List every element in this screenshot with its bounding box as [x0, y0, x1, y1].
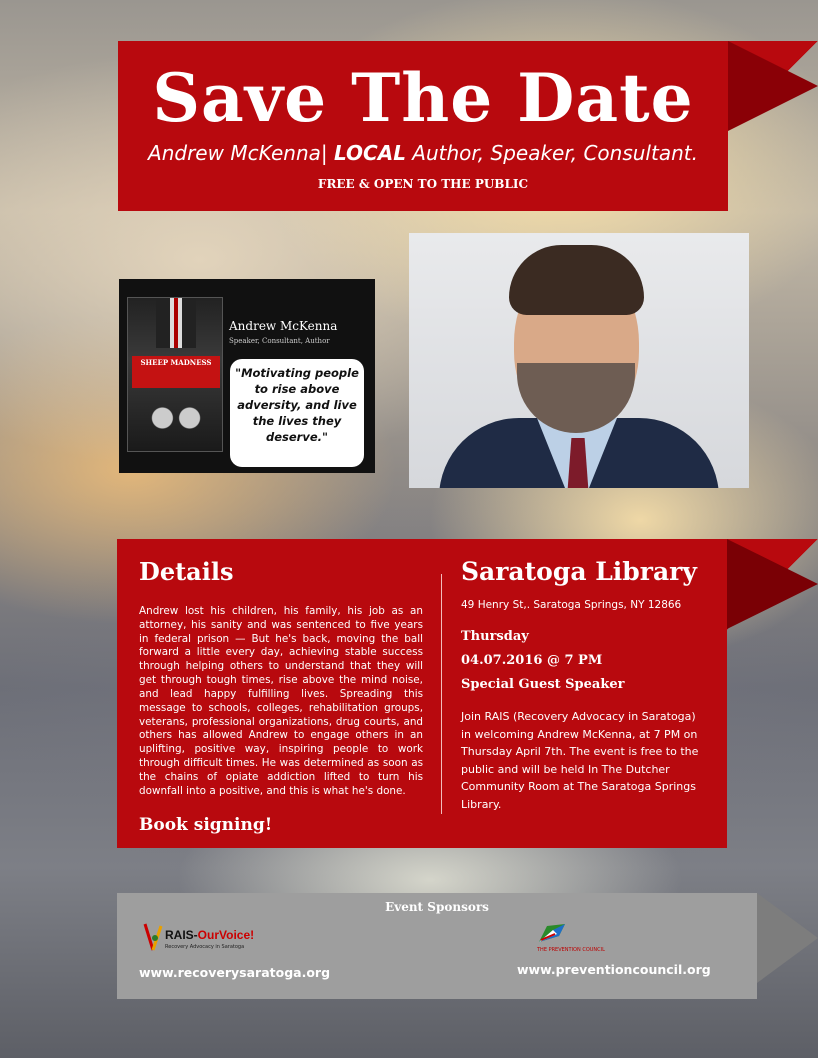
- library-heading: Saratoga Library: [461, 557, 697, 586]
- page-title: Save The Date: [152, 59, 694, 137]
- details-heading: Details: [139, 557, 234, 586]
- prevention-council-logo: [537, 922, 633, 956]
- rais-mark-icon: [141, 920, 167, 954]
- rais-tagline: Recovery Advocacy in Saratoga: [165, 944, 245, 950]
- sponsors-title: Event Sponsors: [385, 900, 489, 914]
- column-divider: [441, 574, 442, 814]
- library-address: 49 Henry St,. Saratoga Springs, NY 12866: [461, 599, 682, 611]
- details-panel: [117, 539, 727, 848]
- save-the-date-banner: [118, 41, 728, 211]
- book-promo-card: [119, 279, 375, 473]
- handcuff-graphic: [142, 400, 210, 436]
- book-signing-label: Book signing!: [139, 815, 273, 835]
- speaker-photo: [409, 233, 749, 488]
- prevention-council-flag-icon: [537, 922, 567, 946]
- banner-ribbon-shadow: [728, 41, 818, 131]
- book-author-role: Speaker, Consultant, Author: [229, 337, 330, 345]
- guest-speaker-label: Special Guest Speaker: [461, 677, 625, 692]
- rais-logo: [141, 920, 271, 956]
- rais-url-link[interactable]: www.recoverysaratoga.org: [139, 965, 331, 980]
- sponsors-ribbon-fold: [757, 893, 818, 983]
- rais-name: [165, 928, 254, 942]
- suit-graphic: [156, 298, 196, 348]
- library-body: Join RAIS (Recovery Advocacy in Saratoga) in welcoming Andrew McKenna, at 7 PM on Thursday April 7th. The event is free to the public and will be held In The Dutcher Community Room at The Saratoga Springs Library.: [461, 710, 699, 811]
- subtitle-local: LOCAL: [334, 141, 406, 165]
- details-ribbon-shadow: [727, 539, 818, 629]
- event-day: Thursday: [461, 629, 529, 644]
- rais-name-accent: OurVoice!: [197, 928, 255, 942]
- sponsors-panel: [117, 893, 757, 999]
- prevention-council-name: THE PREVENTION COUNCIL: [537, 947, 605, 953]
- details-body: Andrew lost his children, his family, his job as an attorney, his sanity and was sentenced to five years in federal prison — But he's back, moving the ball forward a little every day, achieving stable success through helping others to understand that they will get through tough times, rise above the mind noise, and lead happy fulfilling lives. Spreading this message to schools, colleges, rehabilitation groups, veterans, professional organizations, drug courts, and others has allowed Andrew to engage others in an uplifting, positive way, inspiring people to work through difficult times. He was determined as soon as the chains of opiate addiction lifted to turn his downfall into a positive, and this is what he's done.: [139, 605, 423, 797]
- subtitle-name: Andrew McKenna|: [148, 141, 334, 165]
- prevention-council-url-link[interactable]: www.preventioncouncil.org: [517, 962, 711, 977]
- book-cover-image: [127, 297, 223, 452]
- free-label: FREE & OPEN TO THE PUBLIC: [317, 177, 529, 191]
- book-author-name: Andrew McKenna: [229, 319, 338, 333]
- speaker-subtitle: [118, 141, 728, 165]
- event-date: 04.07.2016 @ 7 PM: [461, 653, 603, 668]
- subtitle-roles: Author, Speaker, Consultant.: [405, 141, 698, 165]
- quote-bubble: "Motivating people to rise above adversity, and live the lives they deserve.": [230, 359, 364, 467]
- book-cover-title: SHEEP MADNESS: [132, 356, 220, 388]
- rais-name-prefix: RAIS-: [165, 928, 198, 942]
- photo-hair: [509, 245, 644, 315]
